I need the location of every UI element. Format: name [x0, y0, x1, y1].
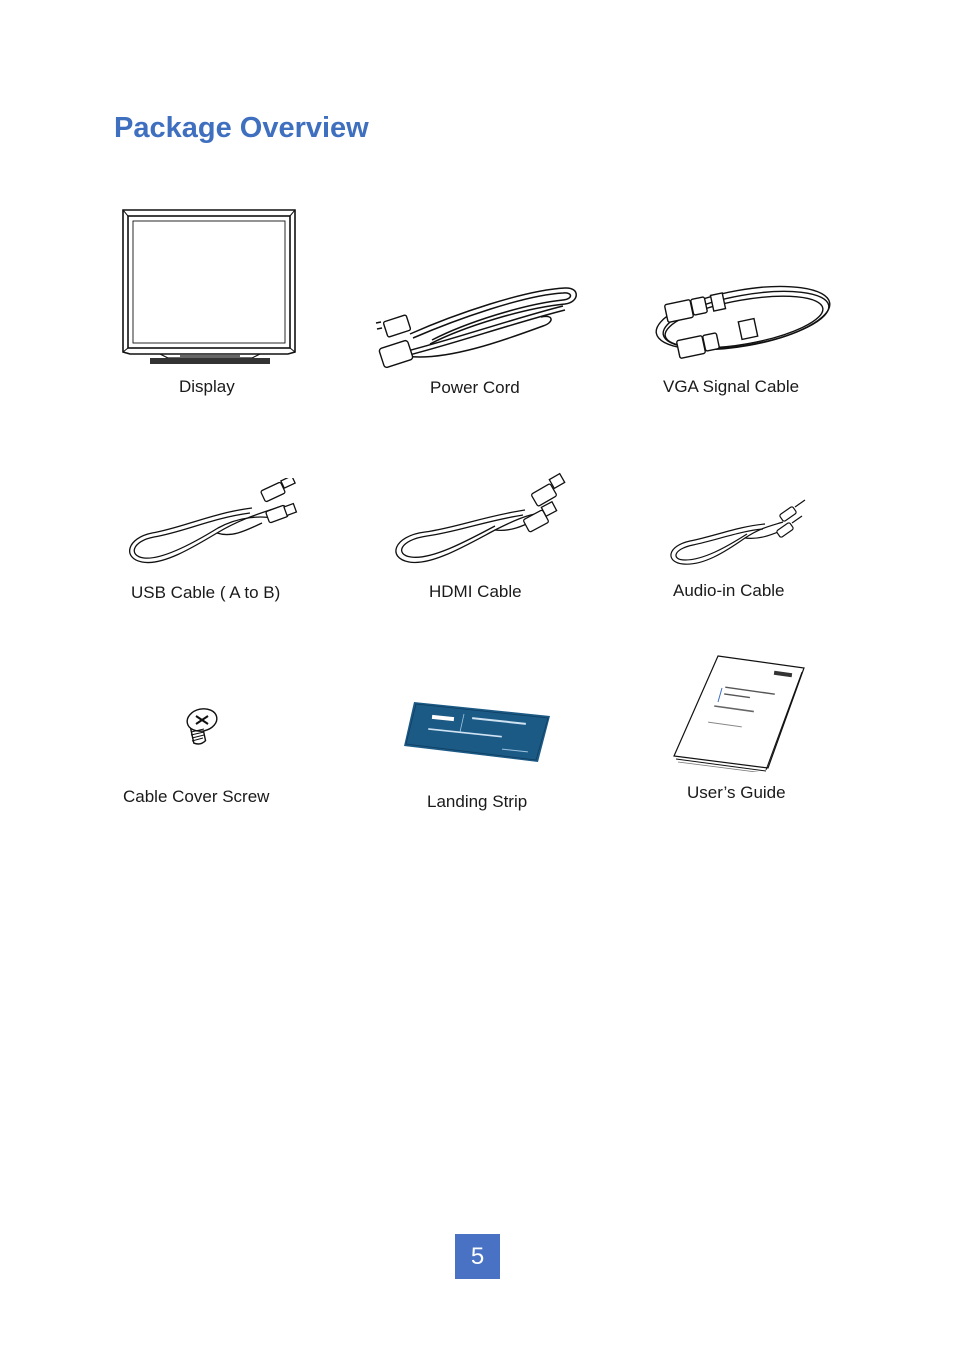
item-label-users-guide: User’s Guide	[687, 783, 786, 802]
item-label-landing-strip: Landing Strip	[427, 792, 528, 811]
hdmi-cable-icon	[385, 472, 570, 568]
display-icon	[120, 208, 300, 368]
page-number: 5	[455, 1234, 500, 1279]
audio-cable-icon	[665, 496, 810, 571]
page-title: Package Overview	[114, 112, 369, 144]
item-label-screw: Cable Cover Screw	[123, 787, 270, 806]
users-guide-icon	[670, 654, 810, 772]
item-label-display: Display	[179, 377, 235, 396]
item-label-vga-cable: VGA Signal Cable	[663, 377, 800, 396]
screw-icon	[182, 706, 222, 748]
usb-cable-icon	[122, 478, 302, 568]
vga-cable-icon	[648, 276, 838, 371]
landing-strip-icon	[402, 700, 552, 764]
item-label-audio-cable: Audio-in Cable	[673, 581, 785, 600]
item-label-usb-cable: USB Cable ( A to B)	[131, 583, 281, 602]
item-label-power-cord: Power Cord	[430, 378, 520, 397]
power-cord-icon	[375, 282, 580, 372]
item-label-hdmi-cable: HDMI Cable	[429, 582, 522, 601]
